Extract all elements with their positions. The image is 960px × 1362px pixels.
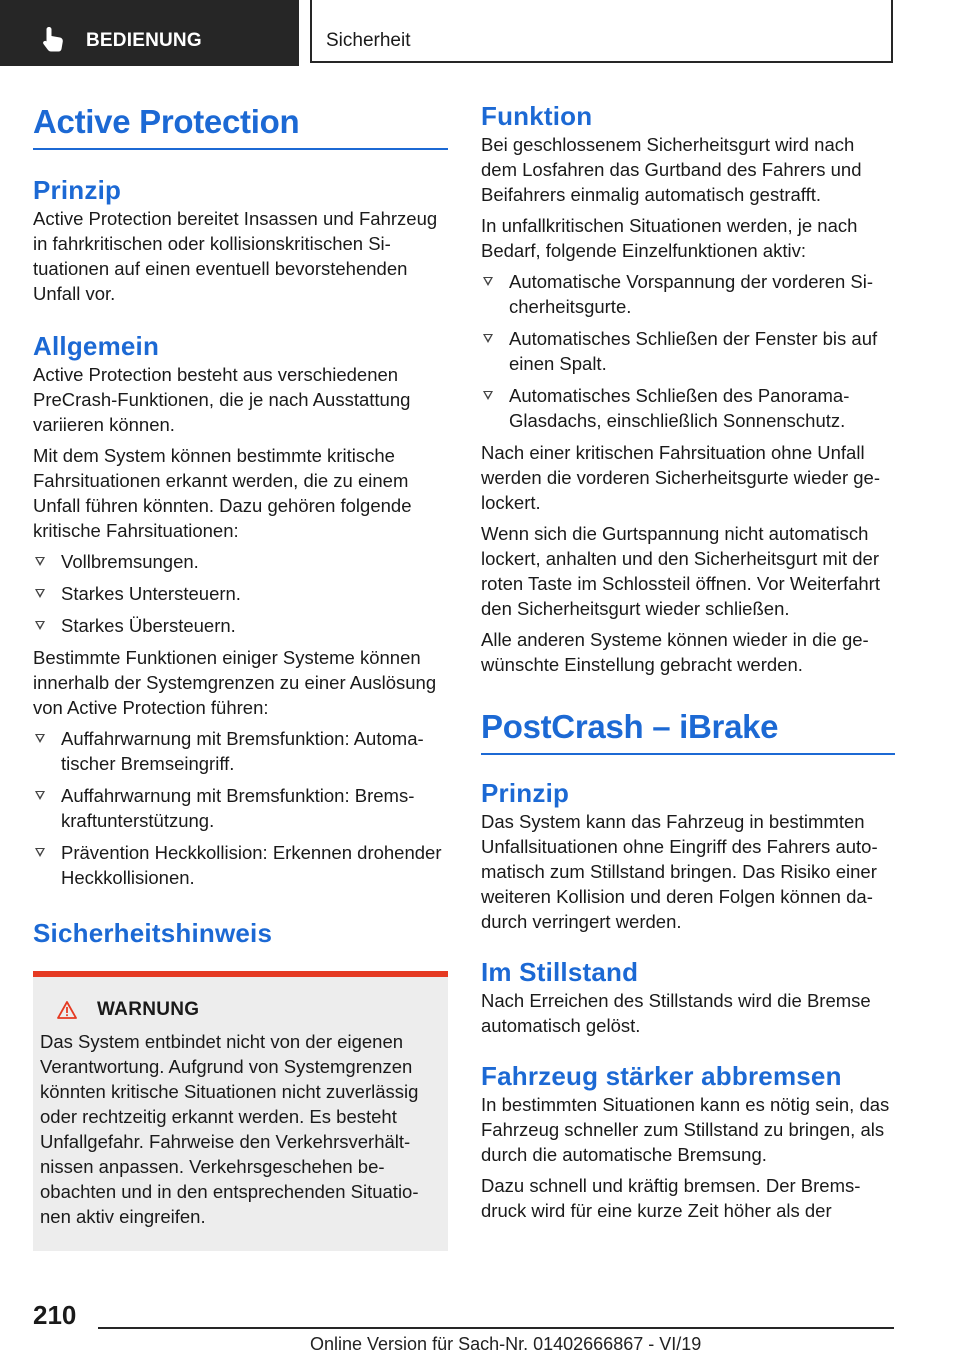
postcrash-prinzip-text: Das System kann das Fahrzeug in bestimmten Unfallsituationen ohne Eingriff des Fahrers automatisch zum Stillstand bringen. Das Risiko einer weiteren Kollision und deren Folgen können dadurch verringert werden.: [481, 811, 878, 932]
page-number: 210: [33, 1300, 77, 1330]
bullet-triangle-icon: [35, 557, 45, 566]
warning-header: [57, 999, 436, 1021]
abbremsen-text-1: In bestimmten Situationen kann es nötig sein, das Fahrzeug schneller zum Stillstand zu bringen, als durch die automatische Bremsung.: [481, 1094, 890, 1165]
bullet-triangle-icon: [35, 621, 45, 630]
list-item: Auffahrwarnung mit Bremsfunktion: Automatischer Bremseingriff.: [33, 726, 448, 776]
funktion-text-4: Wenn sich die Gurtspannung nicht automatisch lockert, anhalten und den Sicherheitsgurt mit der roten Taste im Schlossteil öffnen. Vor Weiterfahrt den Sicherheitsgurt wieder schließen.: [481, 523, 880, 619]
bullet-triangle-icon: [35, 734, 45, 743]
list-item: Automatische Vorspannung der vorderen Sicherheitsgurte.: [481, 269, 895, 319]
warning-text: Das System entbindet nicht von der eigenen Verantwortung. Aufgrund von Systemgrenzen könnten kritische Situationen nicht zuverlässig oder rechtzeitig erkannt werden. Es besteht Unfallgefahr. Fahrweise den Verkehrsverhältnissen anpassen. Verkehrsgeschehen beobachten und in den entsprechenden Situationen aktiv eingreifen.: [40, 1031, 419, 1227]
warning-box: [33, 971, 448, 1251]
hand-pointer-icon: [40, 25, 66, 53]
prinzip-heading: Prinzip: [33, 175, 122, 205]
bullet-triangle-icon: [35, 848, 45, 857]
list-item: Starkes Übersteuern.: [33, 613, 448, 638]
function-list: [33, 726, 448, 890]
allgemein-heading: Allgemein: [33, 331, 160, 361]
list-item: Auffahrwarnung mit Bremsfunktion: Bremskraftunterstützung.: [33, 783, 448, 833]
bullet-triangle-icon: [483, 334, 493, 343]
sicherheitshinweis-heading: Sicherheitshinweis: [33, 918, 273, 948]
bullet-triangle-icon: [483, 277, 493, 286]
stillstand-text: Nach Erreichen des Stillstands wird die Bremse automatisch gelöst.: [481, 990, 871, 1036]
section-title-postcrash: PostCrash – iBrake: [481, 703, 895, 755]
bullet-triangle-icon: [35, 589, 45, 598]
warning-triangle-icon: [57, 1001, 77, 1019]
chapter-label: BEDIENUNG: [86, 30, 202, 51]
chapter-tab: [0, 0, 299, 66]
list-item: Automatisches Schließen des Panorama-Glasdachs, einschließlich Sonnenschutz.: [481, 383, 895, 433]
allgemein-text-2: Mit dem System können bestimmte kritische Fahrsituationen erkannt werden, die zu einem Unfall führen könnten. Dazu gehören folgende kritische Fahrsituationen:: [33, 445, 412, 541]
page-title: Active Protection: [33, 98, 448, 150]
funktion-text-3: Nach einer kritischen Fahrsituation ohne Unfall werden die vorderen Sicherheitsgurte wieder gelockert.: [481, 442, 881, 513]
list-item: Prävention Heckkollision: Erkennen drohender Heckkollisionen.: [33, 840, 448, 890]
page-header: [0, 0, 960, 66]
abbremsen-text-2: Dazu schnell und kräftig bremsen. Der Bremsdruck wird für eine kurze Zeit höher als der: [481, 1175, 861, 1221]
funktion-heading: Funktion: [481, 101, 593, 131]
section-label: Sicherheit: [326, 30, 411, 51]
allgemein-text-1: Active Protection besteht aus verschiedenen PreCrash-Funktionen, die je nach Ausstattung variieren können.: [33, 364, 411, 435]
allgemein-text-3: Bestimmte Funktionen einiger Systeme können innerhalb der Systemgrenzen zu einer Auslösung von Active Protection führen:: [33, 647, 437, 718]
bullet-triangle-icon: [483, 391, 493, 400]
einzelfunktionen-list: [481, 269, 895, 433]
funktion-text-1: Bei geschlossenem Sicherheitsgurt wird nach dem Losfahren das Gurtband des Fahrers und Beifahrers einmalig automatisch gestrafft.: [481, 134, 862, 205]
right-column: [481, 100, 895, 1223]
prinzip-text: Active Protection bereitet Insassen und Fahrzeug in fahrkritischen oder kollisionskritischen Situationen auf einen eventuell bevorstehenden Unfall vor.: [33, 208, 438, 304]
list-item: Vollbremsungen.: [33, 549, 448, 574]
left-column: [33, 98, 448, 1251]
situation-list: [33, 549, 448, 638]
abbremsen-heading: Fahrzeug stärker abbremsen: [481, 1061, 842, 1091]
footer-divider: [98, 1327, 894, 1329]
section-tab: [310, 0, 893, 63]
list-item: Automatisches Schließen der Fenster bis auf einen Spalt.: [481, 326, 895, 376]
postcrash-prinzip-heading: Prinzip: [481, 778, 570, 808]
funktion-text-2: In unfallkritischen Situationen werden, je nach Bedarf, folgende Einzelfunktionen aktiv:: [481, 215, 858, 261]
list-item: Starkes Untersteuern.: [33, 581, 448, 606]
stillstand-heading: Im Stillstand: [481, 957, 639, 987]
funktion-text-5: Alle anderen Systeme können wieder in die gewünschte Einstellung gebracht werden.: [481, 629, 869, 675]
footer-online-version: Online Version für Sach-Nr. 01402666867 - VI/19: [310, 1334, 702, 1354]
warning-title: WARNUNG: [97, 999, 200, 1020]
bullet-triangle-icon: [35, 791, 45, 800]
